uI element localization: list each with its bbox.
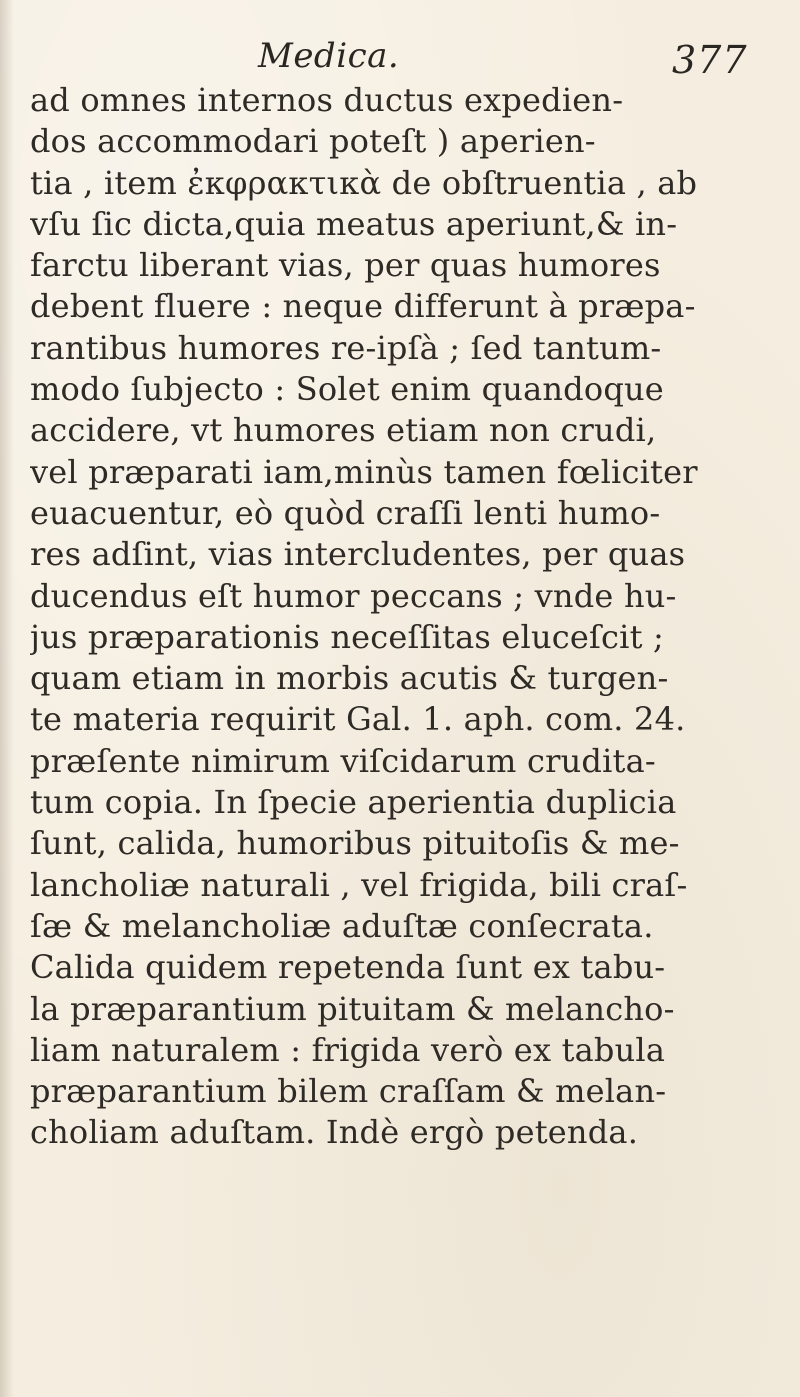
text-line: tia , item ἐκφρακτικὰ de obſtruentia , ab — [30, 163, 698, 202]
text-line: ducendus eſt humor peccans ; vnde hu- — [30, 576, 677, 615]
text-line: farctu liberant vias, per quas humores — [30, 246, 661, 285]
text-line: la præparantium pituitam & melancho- — [30, 989, 675, 1028]
text-line: præparantium bilem craſſam & melan- — [30, 1072, 667, 1111]
text-line: jus præparationis neceſſitas eluceſcit ; — [30, 617, 665, 656]
text-line: accidere, vt humores etiam non crudi, — [30, 411, 657, 450]
text-line: lancholiæ naturali , vel frigida, bili craſ- — [30, 865, 688, 904]
text-line: præſente nimirum viſcidarum crudita- — [30, 741, 656, 780]
page-number: 377 — [672, 38, 748, 82]
text-line: ſunt, calida, humoribus pituitoſis & me- — [30, 824, 680, 863]
text-line: rantibus humores re-ipſà ; ſed tantum- — [30, 328, 662, 367]
binding-shadow — [0, 0, 14, 1397]
page-header — [0, 30, 800, 86]
text-line: liam naturalem : frigida verò ex tabula — [30, 1030, 666, 1069]
text-line: Calida quidem repetenda ſunt ex tabu- — [30, 948, 666, 987]
text-line: ad omnes internos ductus expedien- — [30, 81, 624, 119]
text-line: res adſint, vias intercludentes, per quas — [30, 535, 686, 574]
running-head: Medica. — [258, 36, 400, 76]
text-line: ſæ & melancholiæ aduſtæ conſecrata. — [30, 906, 654, 945]
text-line: debent fluere : neque differunt à præpa- — [30, 287, 696, 326]
text-line: vel præparati iam,minùs tamen fœliciter — [30, 452, 698, 491]
text-line: te materia requirit Gal. 1. aph. com. 24. — [30, 700, 686, 739]
body-text — [30, 80, 775, 1154]
text-line: quam etiam in morbis acutis & turgen- — [30, 659, 669, 698]
text-line: dos accommodari poteſt ) aperien- — [30, 122, 596, 161]
text-line: choliam aduſtam. Indè ergò petenda. — [30, 1113, 639, 1152]
text-line: euacuentur, eò quòd craſſi lenti humo- — [30, 493, 661, 532]
text-line: tum copia. In ſpecie aperientia duplicia — [30, 783, 677, 822]
text-line: modo ſubjecto : Solet enim quandoque — [30, 370, 664, 409]
text-line: vſu ſic dicta,quia meatus aperiunt,& in- — [30, 204, 678, 243]
